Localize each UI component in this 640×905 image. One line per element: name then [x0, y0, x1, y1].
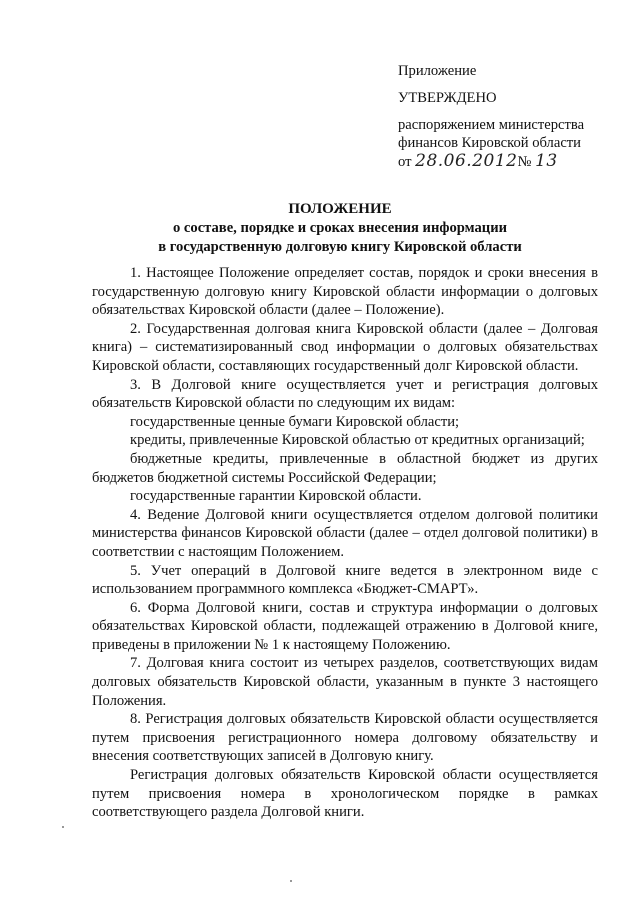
list-item-guarantees: государственные гарантии Кировской области.: [130, 488, 422, 505]
list-item-securities: государственные ценные бумаги Кировской области;: [130, 413, 460, 430]
paragraph-7: 7. Долговая книга состоит из четырех разделов, соответствующих видам долговых обязательств Кировской области, указанным в пункте 3 настоящего Положения.: [92, 655, 598, 709]
handwritten-date: 28.06.2012: [415, 151, 518, 171]
number-prefix: №: [517, 154, 532, 170]
order-line-2: финансов Кировской области: [398, 135, 581, 151]
appendix-label: Приложение: [398, 63, 477, 79]
document-body: [92, 264, 598, 822]
title-line-2: о составе, порядке и сроках внесения информации: [172, 220, 508, 236]
list-item-credits: кредиты, привлеченные Кировской областью от кредитных организаций;: [130, 432, 585, 449]
list-item-budget-credits: бюджетные кредиты, привлеченные в областной бюджет из других бюджетов бюджетной системы Российской Федерации;: [92, 450, 598, 486]
order-line-1: распоряжением министерства: [398, 117, 585, 133]
approval-block: [398, 62, 618, 171]
paragraph-8: 8. Регистрация долговых обязательств Кировской области осуществляется путем присвоения регистрационного номера долговому обязательству и внесения соответствующих записей в Долговую книгу.: [92, 711, 598, 765]
paragraph-2: 2. Государственная долговая книга Кировской области (далее – Долговая книга) – систематизированный свод информации о долговых обязательствах Кировской области, составляющих государственный долг Кировской области.: [92, 320, 598, 374]
paragraph-1: 1. Настоящее Положение определяет состав, порядок и сроки внесения в государственную долговую книгу Кировской области информации о долговых обязательствах Кировской области (далее – Положение).: [92, 265, 598, 319]
approved-label: УТВЕРЖДЕНО: [398, 90, 497, 106]
title-main: ПОЛОЖЕНИЕ: [288, 201, 392, 217]
paragraph-4: 4. Ведение Долговой книги осуществляется отделом долговой политики министерства финансов Кировской области (далее – отдел долговой политики) в соответствии с настоящим Положением.: [92, 506, 598, 560]
document-title: [60, 200, 620, 257]
paragraph-5: 5. Учет операций в Долговой книге ведется в электронном виде с использованием программного комплекса «Бюджет-СМАРТ».: [92, 562, 598, 598]
title-line-3: в государственную долговую книгу Кировской области: [158, 239, 522, 255]
scan-speck: [290, 880, 292, 882]
date-prefix: от: [398, 154, 412, 170]
scan-speck: [62, 826, 64, 828]
paragraph-3: 3. В Долговой книге осуществляется учет и регистрация долговых обязательств Кировской области по следующим их видам:: [92, 376, 598, 412]
paragraph-6: 6. Форма Долговой книги, состав и структура информации о долговых обязательствах Кировской области, подлежащей отражению в Долговой книге, приведены в приложении № 1 к настоящему Положению.: [92, 599, 598, 653]
handwritten-number: 13: [535, 151, 558, 171]
order-date-line: [398, 152, 618, 171]
paragraph-registration: Регистрация долговых обязательств Кировской области осуществляется путем присвоения номера в хронологическом порядке в рамках соответствующего раздела Долговой книги.: [92, 767, 598, 821]
